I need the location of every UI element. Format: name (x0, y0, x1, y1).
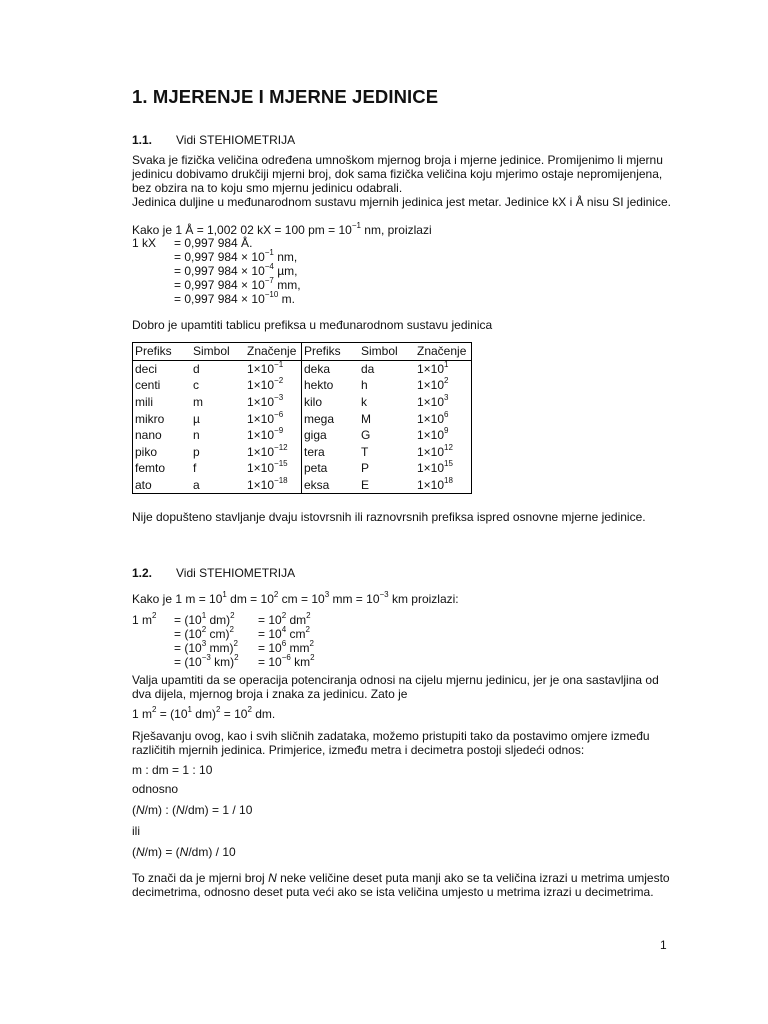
equation-line: (N/m) : (N/dm) = 1 / 10 (132, 803, 253, 817)
m2-label: 1 $m^2$ (132, 611, 157, 627)
table-cell: hekto (304, 378, 334, 393)
table-cell: nano (135, 428, 162, 443)
paragraph: Rješavanju ovog, kao i svih sličnih zadataka, možemo pristupiti tako da postavimo omjere između različitih mjernih jedinica. Primjerice, između metra i decimetra postoji sljedeći odnos: (132, 729, 650, 757)
table-cell: mega (304, 411, 335, 426)
equation-line: (N/m) = (N/dm) / 10 (132, 845, 236, 859)
table-row (133, 377, 472, 394)
table-cell: $1\times 10^{-18}$ (245, 477, 302, 494)
section-number: 1.2. (132, 566, 153, 580)
section-title: Vidi STEHIOMETRIJA (176, 566, 296, 580)
table-cell: mikro (135, 411, 165, 426)
section-number: 1.1. (132, 133, 153, 147)
table-cell: µ (193, 411, 200, 426)
kx-equations: = 0,997 984 Å. = 0,997 $984 \times 10^{-1}$ nm, = 0,997 $984 \times 10^{-4}$ µm, = 0,997 $984 \times 10^{-7}$ mm, = 0,997 $984 \times 10^{-10}$ m. (174, 236, 301, 306)
paragraph: Valja upamtiti da se operacija potenciranja odnosi na cijelu mjernu jedinicu, jer je ona sastavljina od dva dijela, mjernog broja i znaka za jedinicu. Zato je (132, 673, 659, 701)
table-row (133, 427, 472, 444)
table-cell: T (361, 444, 369, 459)
m2-right-column: = $10^2$ $dm^2$ = $10^4$ $cm^2$ = $10^6$ $mm^2$ = $10^{-6}$ $km^2$ (258, 611, 315, 669)
table-cell: m (193, 395, 203, 410)
table-cell: centi (135, 378, 161, 393)
table-header-row: Prefiks Simbol Značenje Prefiks Simbol Značenje (133, 343, 472, 361)
chapter-title: 1. MJERENJE I MJERNE JEDINICE (132, 86, 439, 107)
table-cell: $1\times 10^{-1}$ (245, 360, 302, 377)
table-cell: deka (304, 361, 331, 376)
table-cell: tera (304, 444, 325, 459)
page-number: 1 (660, 938, 667, 952)
equation-line: Kako je 1 Å = 1,002 02 kX = 100 pm = $10^{-1}$ nm, proizlazi (132, 221, 432, 237)
paragraph: To znači da je mjerni broj N neke veličine deset puta manji ako se ta veličina izrazi u metrima umjesto decimetrima, odnosno deset puta veći ako se ista veličina umjesto u metrima izrazi u decimetrima. (132, 871, 670, 899)
m2-left-column: = ($10^1$ dm)$^2$ = ($10^2$ cm)$^2$ = ($10^3$ mm)$^2$ = ($10^{-3}$ km)$^2$ (174, 611, 239, 669)
table-cell: n (193, 428, 200, 443)
table-cell: h (361, 378, 368, 393)
paragraph: Svaka je fizička veličina određena umnoškom mjernog broja i mjerne jedinice. Promijenimo li mjernu jedinicu dobivamo drukčiji mjerni broj, dok sama fizička veličina koju mjerimo ostaje nepromijenjena, bez obzira na to koju smo mjernu jedinicu odabrali. Jedinica duljine u međunarodnom sustavu mjernih jedinica jest metar. Jedinice kX i Å nisu SI jedinice. (132, 153, 671, 209)
table-cell: d (193, 361, 200, 376)
table-cell: $1\times 10^{-3}$ (245, 394, 302, 411)
table-cell: deci (135, 361, 158, 376)
table-row (133, 394, 472, 411)
table-cell: ato (135, 478, 152, 493)
table-cell: peta (304, 461, 328, 476)
table-cell: femto (135, 461, 166, 476)
table-cell: $1\times 10^{-15}$ (245, 460, 302, 477)
table-cell: $1\times 10^3$ (417, 393, 449, 410)
table-cell: mili (135, 395, 153, 410)
equation-line: 1 $m^2 = (10^1$ $dm)^2 = 10^2$ dm. (132, 705, 276, 721)
text-line: ili (132, 824, 140, 838)
table-cell: giga (304, 428, 327, 443)
note-paragraph: Nije dopušteno stavljanje dvaju istovrsnih ili raznovrsnih prefiksa ispred osnovne mjerne jedinice. (132, 510, 646, 524)
table-cell: $1\times 10^1$ (417, 359, 449, 376)
table-cell: P (361, 461, 370, 476)
table-row (133, 360, 472, 377)
table-cell: $1\times 10^{15}$ (417, 459, 453, 476)
section-title: Vidi STEHIOMETRIJA (176, 133, 296, 147)
table-cell: p (193, 444, 200, 459)
table-row (133, 460, 472, 477)
table-cell: $1\times 10^{-9}$ (245, 427, 302, 444)
table-cell: $1\times 10^{18}$ (417, 476, 453, 493)
table-row (133, 410, 472, 427)
table-cell: $1\times 10^{12}$ (417, 442, 453, 459)
table-row (133, 444, 472, 461)
table-cell: $1\times 10^{-2}$ (245, 377, 302, 394)
table-cell: eksa (304, 478, 330, 493)
table-cell: k (361, 395, 367, 410)
table-cell: da (361, 361, 375, 376)
prefix-table (132, 342, 472, 494)
table-cell: $1\times 10^6$ (417, 409, 449, 426)
table-cell: E (361, 478, 370, 493)
text-line: odnosno (132, 782, 179, 796)
table-cell: kilo (304, 395, 323, 410)
kx-label: 1 kX (132, 236, 157, 250)
table-cell: piko (135, 444, 158, 459)
table-cell: $1\times 10^{-6}$ (245, 410, 302, 427)
table-cell: $1\times 10^9$ (417, 426, 449, 443)
table-cell: c (193, 378, 199, 393)
equation-line: m : dm = 1 : 10 (132, 763, 213, 777)
table-cell: $1\times 10^2$ (417, 376, 449, 393)
table-cell: a (193, 478, 200, 493)
table-cell: $1\times 10^{-12}$ (245, 444, 302, 461)
table-cell: M (361, 411, 371, 426)
table-row (133, 477, 472, 494)
equation-line: Kako je 1 $m = 10^1$ dm = $10^2$ cm = $10^3$ mm = $10^{-3}$ km proizlazi: (132, 590, 459, 606)
table-cell: f (193, 461, 197, 476)
table-cell: G (361, 428, 371, 443)
table-intro: Dobro je upamtiti tablicu prefiksa u međunarodnom sustavu jedinica (132, 318, 493, 332)
